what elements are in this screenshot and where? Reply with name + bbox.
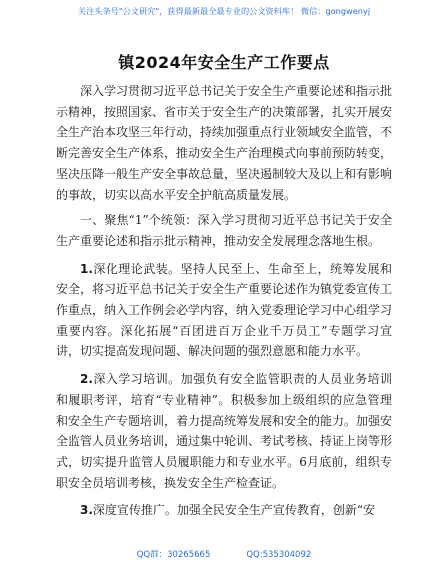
list-item: [56, 500, 392, 521]
item-number: 1.: [80, 261, 93, 276]
item-number: 3.: [80, 503, 93, 518]
document-body: [56, 81, 392, 528]
intro-paragraph: 深入学习贯彻习近平总书记关于安全生产重要论述和指示批示精神，按照国家、省市关于安全生产的决策部署，扎实开展安全生产治本攻坚三年行动，持续加强重点行业领域安全监管，不断完善安全生产体系，推动安全生产治理模式向事前预防转变，坚决压降一般生产安全事故总量，坚决遏制较大及以上和有影响的事故，切实以高水平安全护航高质量发展。: [56, 84, 393, 202]
item-text: 深入学习培训。加强负有安全监管职责的人员业务培训和履职考评，培育“专业精神”。积极参加上级组织的应急管理和安全生产专题培训，着力提高统筹发展和安全的能力。加强安全监管人员业务培训，通过集中轮训、考试考核、持证上岗等形式，切实提升监管人员履职能力和专业水平。6月底前，组织专职安全员培训考核，换发安全生产检查证。: [56, 372, 393, 490]
section-heading-1: 一、聚焦“1”个统领：深入学习贯彻习近平总书记关于安全生产重要论述和指示批示精神，推动安全发展理念落地生根。: [56, 213, 392, 248]
list-item: [56, 369, 392, 493]
document-title: 镇2024年安全生产工作要点: [118, 53, 330, 72]
footer-qq: QQ:535304092: [246, 550, 312, 560]
list-item: [56, 259, 392, 363]
footer-qq-group: QQ群：30265665: [136, 550, 211, 560]
item-text: 深化理论武装。坚持人民至上、生命至上，统筹发展和安全，将习近平总书记关于安全生产重要论述作为镇党委宣传工作重点，纳入工作例会必学内容，纳入党委理论学习中心组学习重要内容。深化拓展“百团进百万企业千万员工”专题学习宣讲，切实提高发现问题、解决问题的强烈意愿和能力水平。: [56, 261, 393, 359]
item-text: 深度宣传推广。加强全民安全生产宣传教育，创新“安: [92, 503, 376, 518]
header-banner: 关注头条号"公文研究"，获得最新最全最专业的公文资料库！ 微信：gongwenyj: [77, 6, 371, 16]
footer-contact: [0, 548, 448, 560]
item-number: 2.: [80, 372, 93, 387]
